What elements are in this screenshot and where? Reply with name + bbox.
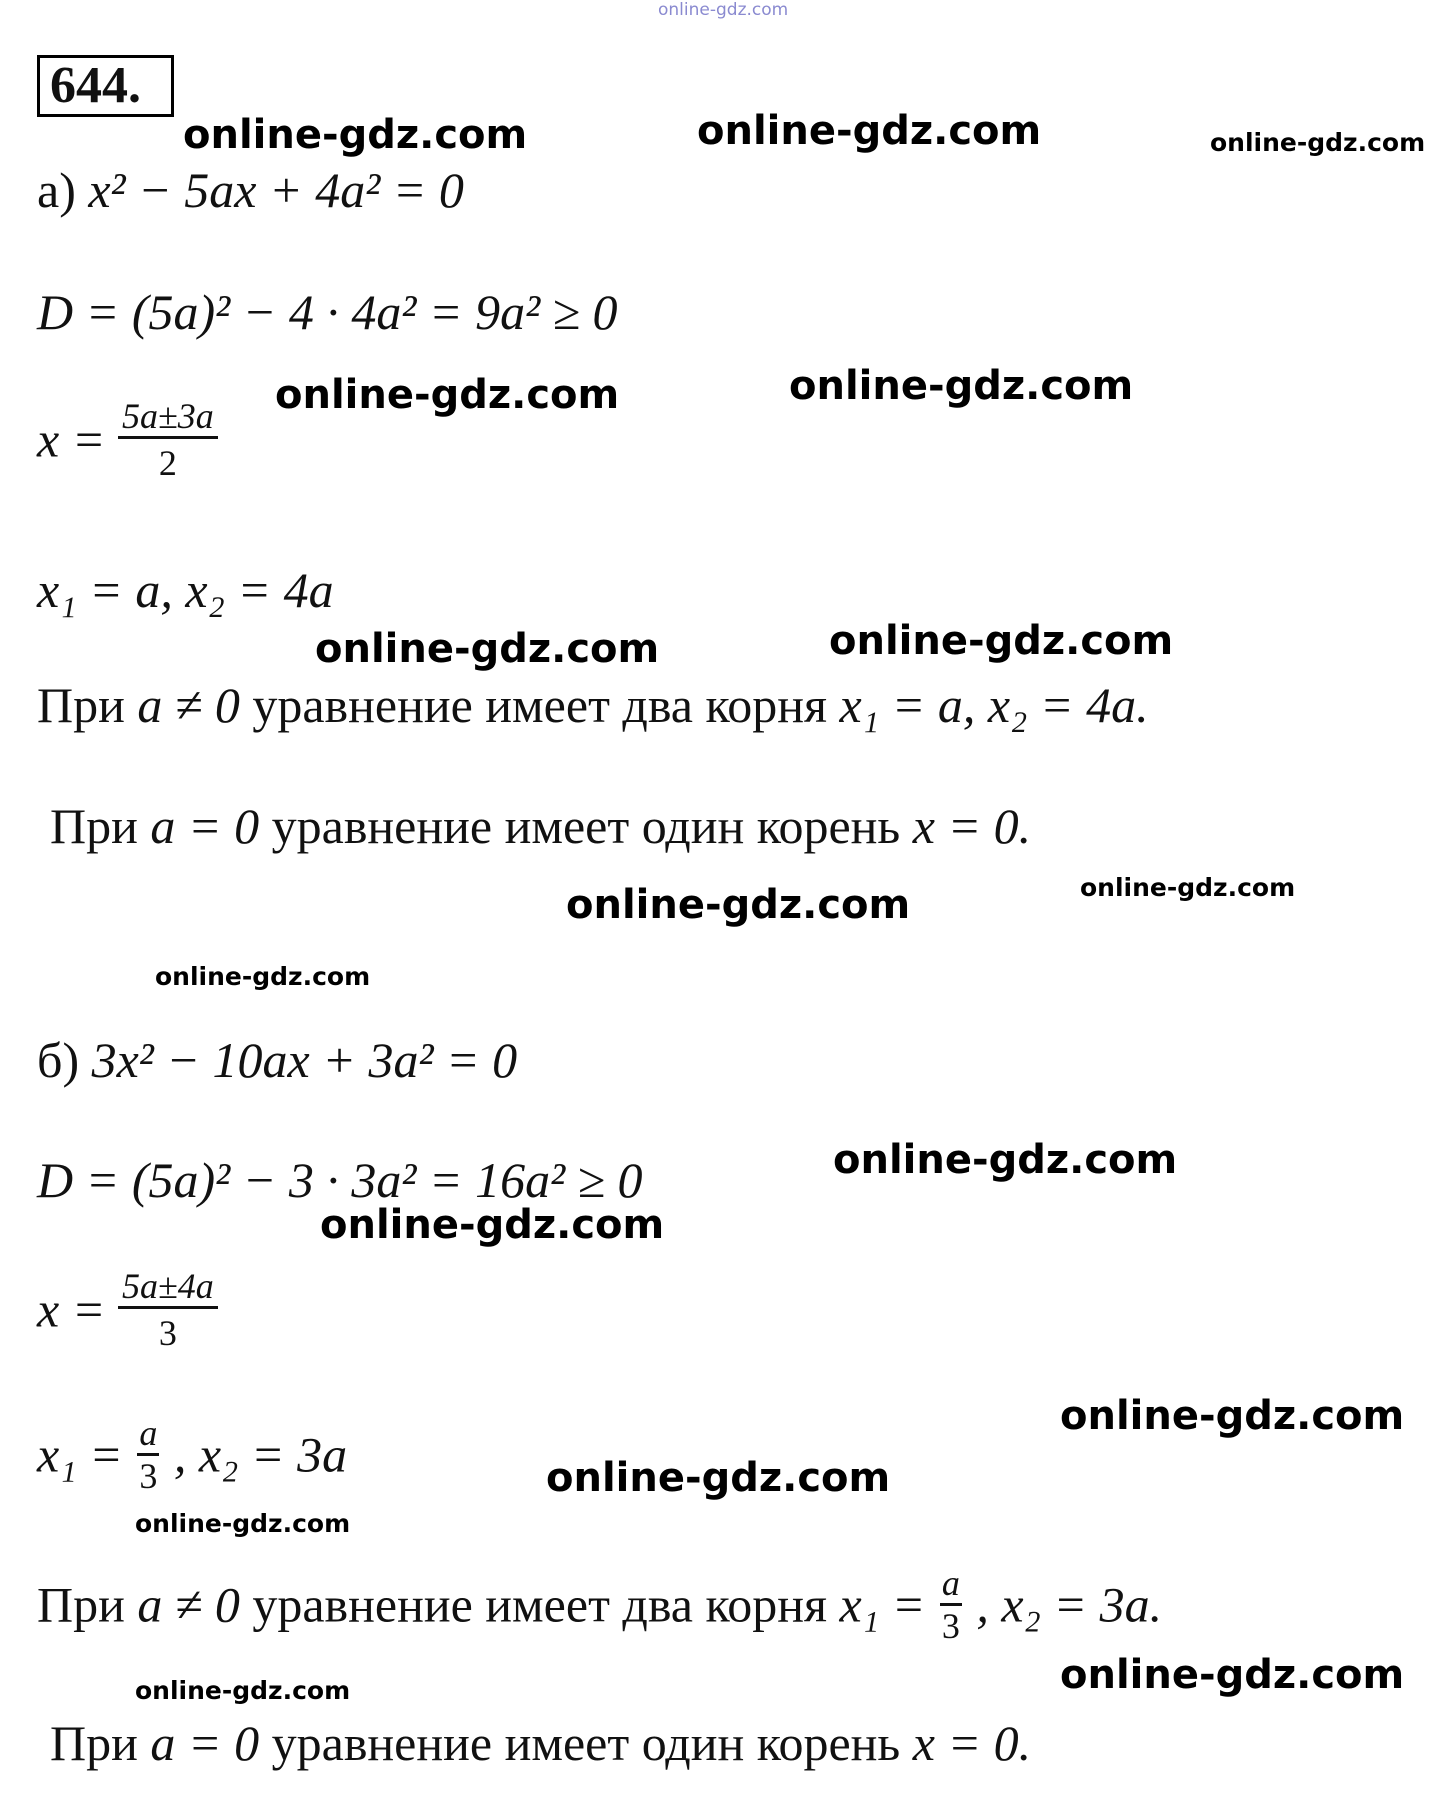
part-a-discriminant: D = (5a)² − 4 · 4a² = 9a² ≥ 0 — [37, 284, 618, 340]
part-a-x-formula — [37, 398, 218, 481]
watermark: online-gdz.com — [320, 1202, 665, 1248]
part-a-conclusion-2 — [50, 798, 1032, 854]
watermark: online-gdz.com — [155, 962, 371, 991]
part-a-conclusion-2-mid: уравнение имеет один корень — [271, 798, 901, 854]
part-b-conclusion-1-fraction — [940, 1565, 962, 1644]
part-a-conclusion-2-cond: a = 0 — [150, 798, 260, 854]
watermark: online-gdz.com — [833, 1137, 1178, 1183]
watermark: online-gdz.com — [135, 1676, 351, 1705]
part-b-x-lhs: x = — [37, 1281, 106, 1338]
watermark: online-gdz.com — [135, 1509, 351, 1538]
part-a-conclusion-1-mid: уравнение имеет два корня — [252, 677, 828, 733]
part-b-root1-lhs: x₁ = — [37, 1426, 123, 1483]
part-b-conclusion-1-mid: уравнение имеет два корня — [252, 1576, 828, 1633]
watermark: online-gdz.com — [315, 626, 660, 672]
watermark: online-gdz.com — [1060, 1652, 1405, 1698]
part-a-conclusion-2-pri: При — [50, 798, 138, 854]
part-a-conclusion-1-cond: a ≠ 0 — [137, 677, 240, 733]
part-a-equation — [37, 162, 464, 218]
watermark: online-gdz.com — [275, 372, 620, 418]
part-b-root1-numerator: a — [137, 1415, 159, 1456]
part-a-conclusion-1-roots: x₁ = a, x₂ = 4a. — [839, 677, 1149, 733]
watermark: online-gdz.com — [1210, 128, 1426, 157]
part-a-fraction — [118, 398, 218, 481]
part-b-fraction-denominator: 3 — [158, 1313, 177, 1353]
part-b-conclusion-2-cond: a = 0 — [150, 1715, 260, 1771]
part-b-conclusion-1-lhs: x₁ = — [839, 1576, 926, 1633]
part-b-label: б) — [37, 1032, 80, 1088]
part-a-fraction-denominator: 2 — [158, 443, 177, 483]
part-b-conclusion-1 — [37, 1565, 1162, 1644]
part-b-root1-fraction — [137, 1415, 159, 1494]
part-b-equation-text: 3x² − 10ax + 3a² = 0 — [91, 1032, 518, 1088]
part-b-conclusion-1-denominator: 3 — [941, 1606, 960, 1646]
watermark: online-gdz.com — [829, 618, 1174, 664]
part-a-x-lhs: x = — [37, 411, 106, 468]
watermark: online-gdz.com — [183, 112, 528, 158]
watermark: online-gdz.com — [546, 1455, 891, 1501]
part-b-root1-denominator: 3 — [139, 1456, 158, 1496]
part-b-fraction — [118, 1268, 218, 1351]
part-b-conclusion-1-cond: a ≠ 0 — [137, 1576, 240, 1633]
watermark: online-gdz.com — [566, 882, 911, 928]
problem-number: 644. — [37, 55, 174, 117]
part-a-conclusion-2-root: x = 0. — [912, 798, 1032, 854]
part-b-conclusion-2-root: x = 0. — [912, 1715, 1032, 1771]
part-b-roots — [37, 1415, 347, 1494]
part-b-discriminant: D = (5a)² − 3 · 3a² = 16a² ≥ 0 — [37, 1152, 643, 1208]
part-b-conclusion-1-pri: При — [37, 1576, 125, 1633]
watermark: online-gdz.com — [789, 363, 1134, 409]
part-b-root2: , x₂ = 3a — [173, 1426, 348, 1483]
watermark: online-gdz.com — [1080, 873, 1296, 902]
part-a-roots: x₁ = a, x₂ = 4a — [37, 562, 334, 618]
part-a-conclusion-1-pri: При — [37, 677, 125, 733]
part-b-x-formula — [37, 1268, 218, 1351]
watermark: online-gdz.com — [697, 108, 1042, 154]
part-b-conclusion-2-mid: уравнение имеет один корень — [271, 1715, 901, 1771]
part-b-conclusion-2-pri: При — [50, 1715, 138, 1771]
part-a-conclusion-1 — [37, 677, 1149, 733]
watermark-top: online-gdz.com — [658, 0, 789, 20]
part-a-equation-text: x² − 5ax + 4a² = 0 — [88, 162, 464, 218]
part-b-equation — [37, 1032, 518, 1088]
watermark: online-gdz.com — [1060, 1393, 1405, 1439]
part-b-conclusion-2 — [50, 1715, 1032, 1771]
part-b-conclusion-1-numerator: a — [940, 1565, 962, 1606]
part-a-fraction-numerator: 5a±3a — [118, 398, 218, 439]
part-b-fraction-numerator: 5a±4a — [118, 1268, 218, 1309]
part-a-label: а) — [37, 162, 76, 218]
part-b-conclusion-1-tail: , x₂ = 3a. — [976, 1576, 1163, 1633]
